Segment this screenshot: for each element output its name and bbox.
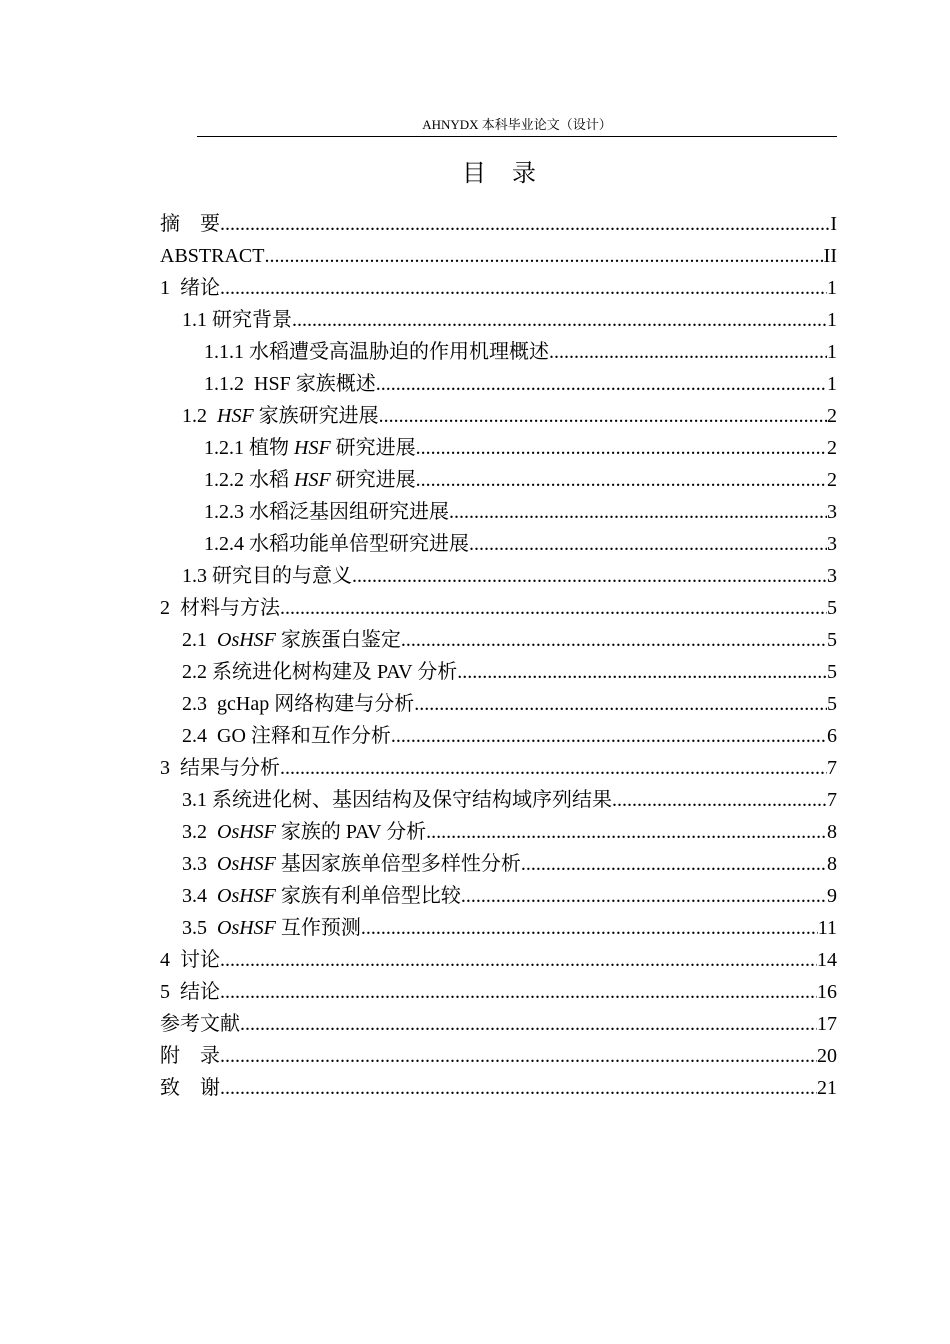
toc-entry-title-part: 2.1 xyxy=(182,629,217,651)
toc-dot-leader xyxy=(426,816,827,848)
toc-dot-leader xyxy=(521,848,827,880)
toc-entry[interactable] xyxy=(160,784,837,816)
toc-dot-leader xyxy=(220,1040,817,1072)
toc-entry-title xyxy=(182,560,352,592)
toc-page-number: 20 xyxy=(817,1045,837,1067)
toc-entry-title-part: 3.2 xyxy=(182,821,217,843)
toc-entry-title-part: 家族研究进展 xyxy=(253,405,379,427)
toc-entry-title-part: 1.2.4 水稻功能单倍型研究进展 xyxy=(204,533,469,555)
toc-entry-title-part: 1 绪论 xyxy=(160,277,220,299)
toc-dot-leader xyxy=(264,240,823,272)
toc-entry[interactable] xyxy=(160,624,837,656)
toc-entry[interactable] xyxy=(160,240,837,272)
toc-page-number: II xyxy=(823,245,837,267)
toc-entry-title-part: 家族的 PAV 分析 xyxy=(275,821,427,843)
toc-dot-leader xyxy=(292,304,827,336)
toc-entry[interactable] xyxy=(160,208,837,240)
toc-entry-title-part: 致 谢 xyxy=(160,1077,220,1099)
toc-entry-title-part: 附 录 xyxy=(160,1045,220,1067)
toc-page-number: 5 xyxy=(827,597,837,619)
toc-entry[interactable] xyxy=(160,496,837,528)
toc-entry[interactable] xyxy=(160,368,837,400)
toc-entry[interactable] xyxy=(160,560,837,592)
toc-dot-leader xyxy=(280,752,827,784)
toc-entry-title xyxy=(182,912,361,944)
toc-entry-title-part: 基因家族单倍型多样性分析 xyxy=(275,853,521,875)
toc-dot-leader xyxy=(461,880,827,912)
toc-entry-title-part: 2.2 系统进化树构建及 PAV 分析 xyxy=(182,661,458,683)
toc-entry-title xyxy=(204,464,416,496)
toc-entry-title-part: 3.5 xyxy=(182,917,217,939)
toc-entry-title xyxy=(160,1072,220,1104)
toc-dot-leader xyxy=(352,560,827,592)
toc-entry-title xyxy=(160,1008,240,1040)
toc-entry[interactable] xyxy=(160,336,837,368)
toc-entry[interactable] xyxy=(160,880,837,912)
toc-entry-title-part: 1.2.1 植物 xyxy=(204,437,294,459)
toc-entry[interactable] xyxy=(160,432,837,464)
running-header-text: AHNYDX 本科毕业论文（设计） xyxy=(422,117,612,132)
toc-entry[interactable] xyxy=(160,656,837,688)
toc-dot-leader xyxy=(220,208,830,240)
toc-entry-title-part: 1.1 研究背景 xyxy=(182,309,292,331)
toc-entry[interactable] xyxy=(160,688,837,720)
toc-dot-leader xyxy=(379,400,827,432)
toc-page-number: 21 xyxy=(817,1077,837,1099)
toc-dot-leader xyxy=(391,720,827,752)
toc-page-number: 5 xyxy=(827,629,837,651)
toc-dot-leader xyxy=(220,1072,817,1104)
toc-page-number: I xyxy=(830,213,837,235)
toc-entry-title-part: 1.2 xyxy=(182,405,217,427)
toc-entry-title xyxy=(160,272,220,304)
toc-entry-title-italic: OsHSF xyxy=(217,885,276,907)
toc-page-number: 3 xyxy=(827,501,837,523)
page-title xyxy=(0,156,950,192)
toc-dot-leader xyxy=(401,624,827,656)
toc-entry[interactable] xyxy=(160,912,837,944)
toc-entry-title-part: 3.4 xyxy=(182,885,217,907)
toc-entry[interactable] xyxy=(160,272,837,304)
toc-entry-title xyxy=(160,208,220,240)
toc-entry-title-italic: HSF xyxy=(294,469,331,491)
toc-entry-title-italic: OsHSF xyxy=(217,853,276,875)
toc-entry-title-part: 1.3 研究目的与意义 xyxy=(182,565,352,587)
page-title-char-2: 录 xyxy=(512,161,536,187)
toc-entry-title xyxy=(182,880,461,912)
toc-entry-title-part: ABSTRACT xyxy=(160,245,265,267)
toc-entry-title-part: 2.4 GO 注释和互作分析 xyxy=(182,725,391,747)
toc-entry-title xyxy=(204,336,549,368)
toc-entry[interactable] xyxy=(160,1040,837,1072)
toc-page-number: 17 xyxy=(817,1013,837,1035)
toc-entry-title xyxy=(182,848,521,880)
toc-entry-title xyxy=(182,624,401,656)
toc-entry-title xyxy=(182,720,391,752)
toc-entry-title-part: 3 结果与分析 xyxy=(160,757,280,779)
toc-entry-title-part: 1.2.2 水稻 xyxy=(204,469,294,491)
toc-entry-title-part: 2.3 gcHap 网络构建与分析 xyxy=(182,693,415,715)
toc-entry-title xyxy=(160,944,220,976)
toc-entry-title-part: 研究进展 xyxy=(330,469,416,491)
toc-entry-title-part: 5 结论 xyxy=(160,981,220,1003)
toc-entry-title-part: 家族蛋白鉴定 xyxy=(275,629,401,651)
toc-entry[interactable] xyxy=(160,752,837,784)
toc-page-number: 2 xyxy=(827,405,837,427)
toc-page-number: 1 xyxy=(827,373,837,395)
toc-page-number: 7 xyxy=(827,757,837,779)
toc-dot-leader xyxy=(280,592,827,624)
toc-page-number: 3 xyxy=(827,565,837,587)
toc-entry-title-part: 3.3 xyxy=(182,853,217,875)
page-title-char-1: 目 xyxy=(462,161,486,187)
toc-entry-title-part: 1.2.3 水稻泛基因组研究进展 xyxy=(204,501,449,523)
toc-entry-title-part: 1.1.1 水稻遭受高温胁迫的作用机理概述 xyxy=(204,341,549,363)
toc-entry-title-part: 参考文献 xyxy=(160,1013,240,1035)
toc-entry-title xyxy=(160,976,220,1008)
toc-entry-title-italic: HSF xyxy=(217,405,254,427)
toc-page-number: 8 xyxy=(827,821,837,843)
toc-dot-leader xyxy=(416,432,827,464)
toc-dot-leader xyxy=(220,976,817,1008)
toc-page-number: 5 xyxy=(827,661,837,683)
toc-entry-title xyxy=(182,688,414,720)
toc-dot-leader xyxy=(457,656,827,688)
toc-entry-title xyxy=(182,656,457,688)
toc-entry-title xyxy=(160,240,264,272)
toc-entry-title-italic: OsHSF xyxy=(217,821,276,843)
toc-entry[interactable] xyxy=(160,464,837,496)
toc-entry[interactable] xyxy=(160,1008,837,1040)
toc-page-number: 8 xyxy=(827,853,837,875)
toc-dot-leader xyxy=(240,1008,817,1040)
toc-entry-title-part: 1.1.2 HSF 家族概述 xyxy=(204,373,376,395)
toc-entry-title xyxy=(204,432,416,464)
toc-page-number: 1 xyxy=(827,341,837,363)
running-header xyxy=(197,114,837,137)
toc-page-number: 14 xyxy=(817,949,837,971)
toc-entry-title xyxy=(182,400,379,432)
toc-dot-leader xyxy=(220,944,817,976)
toc-entry[interactable] xyxy=(160,976,837,1008)
toc-entry-title-part: 4 讨论 xyxy=(160,949,220,971)
toc-entry-title xyxy=(182,784,612,816)
toc-entry-title-part: 家族有利单倍型比较 xyxy=(275,885,461,907)
toc-dot-leader xyxy=(220,272,827,304)
toc-dot-leader xyxy=(549,336,827,368)
toc-page-number: 2 xyxy=(827,469,837,491)
toc-entry[interactable] xyxy=(160,592,837,624)
toc-entry[interactable] xyxy=(160,304,837,336)
toc-entry-title xyxy=(160,1040,220,1072)
toc-page-number: 7 xyxy=(827,789,837,811)
toc-dot-leader xyxy=(416,464,827,496)
toc-entry-title xyxy=(160,592,280,624)
toc-page-number: 11 xyxy=(817,917,837,939)
toc-dot-leader xyxy=(612,784,827,816)
toc-entry[interactable] xyxy=(160,1072,837,1104)
toc-entry-title xyxy=(182,304,292,336)
toc-dot-leader xyxy=(376,368,827,400)
toc-page-number: 1 xyxy=(827,309,837,331)
toc-page-number: 1 xyxy=(827,277,837,299)
toc-entry[interactable] xyxy=(160,400,837,432)
toc-entry[interactable] xyxy=(160,816,837,848)
toc-entry-title xyxy=(182,816,426,848)
toc-entry-title-italic: OsHSF xyxy=(217,629,276,651)
toc-entry[interactable] xyxy=(160,528,837,560)
toc-entry-title-part: 研究进展 xyxy=(330,437,416,459)
toc-dot-leader xyxy=(414,688,827,720)
toc-entry-title-italic: HSF xyxy=(294,437,331,459)
toc-entry-title-part: 2 材料与方法 xyxy=(160,597,280,619)
toc-entry-title xyxy=(204,528,469,560)
toc-entry-title-part: 互作预测 xyxy=(275,917,361,939)
toc-page-number: 3 xyxy=(827,533,837,555)
table-of-contents xyxy=(160,208,837,1104)
toc-entry-title xyxy=(204,368,376,400)
toc-dot-leader xyxy=(449,496,827,528)
toc-entry[interactable] xyxy=(160,848,837,880)
toc-entry[interactable] xyxy=(160,944,837,976)
toc-entry-title-part: 摘 要 xyxy=(160,213,220,235)
toc-entry-title-italic: OsHSF xyxy=(217,917,276,939)
toc-entry-title-part: 3.1 系统进化树、基因结构及保守结构域序列结果 xyxy=(182,789,612,811)
toc-dot-leader xyxy=(469,528,827,560)
toc-entry-title xyxy=(160,752,280,784)
toc-page-number: 16 xyxy=(817,981,837,1003)
toc-page-number: 6 xyxy=(827,725,837,747)
toc-page-number: 5 xyxy=(827,693,837,715)
toc-dot-leader xyxy=(361,912,818,944)
toc-page-number: 9 xyxy=(827,885,837,907)
toc-entry[interactable] xyxy=(160,720,837,752)
toc-entry-title xyxy=(204,496,449,528)
toc-page-number: 2 xyxy=(827,437,837,459)
